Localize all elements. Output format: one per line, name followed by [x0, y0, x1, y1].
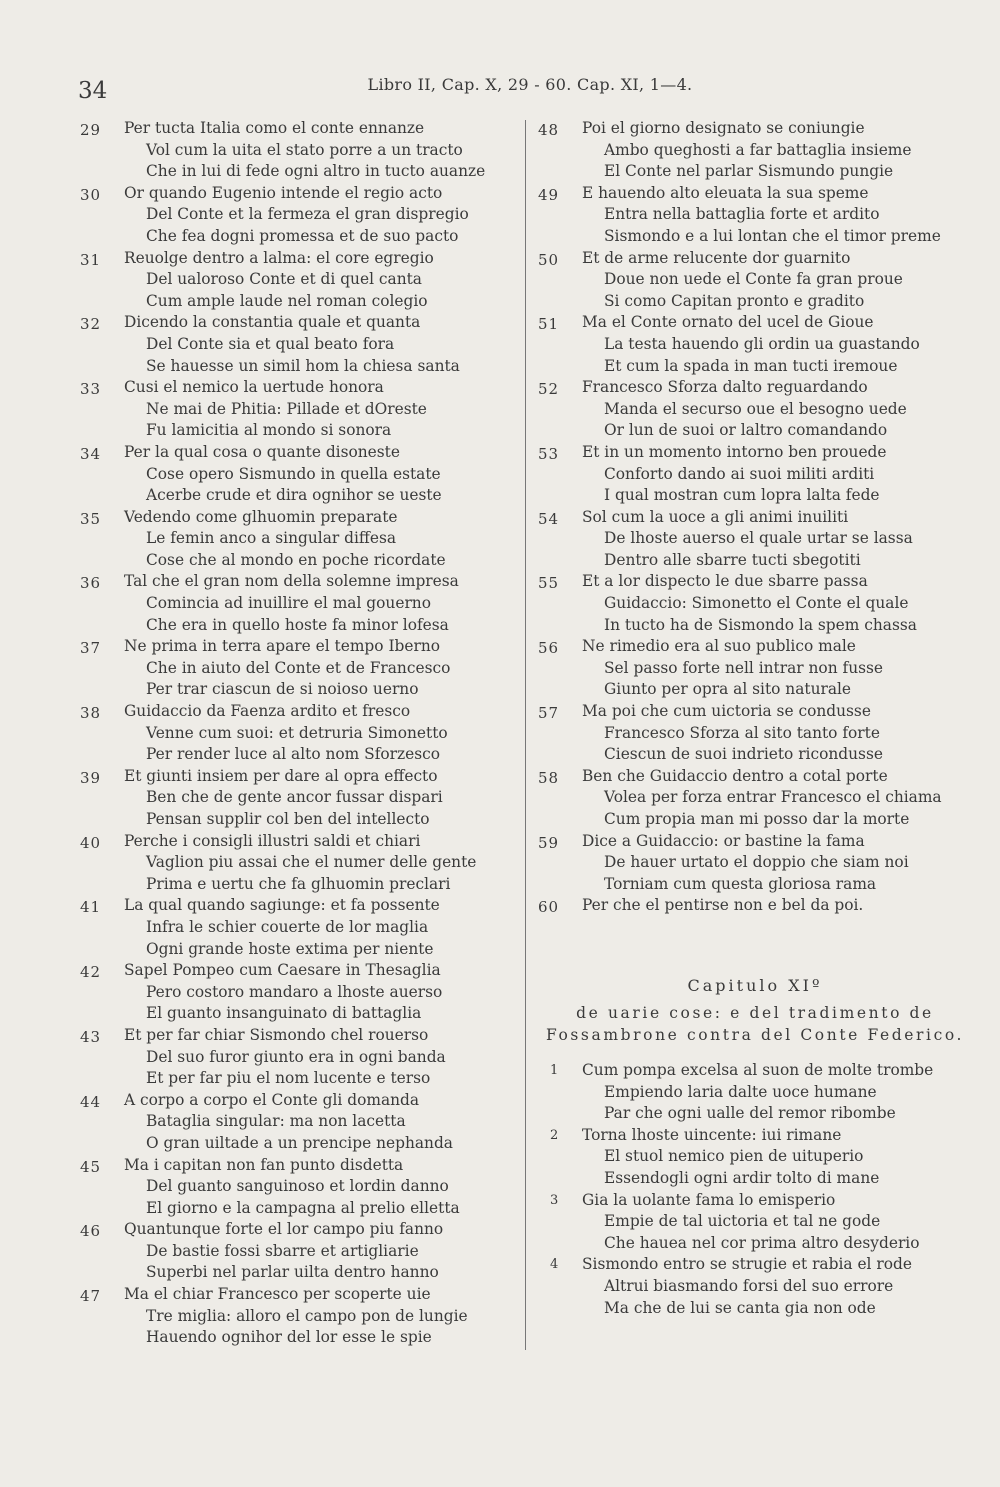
stanza-number: 1 — [550, 1062, 560, 1078]
verse-line: De bastie fossi sbarre et artigliarie — [146, 1241, 419, 1260]
verse-line: Che in aiuto del Conte et de Francesco — [146, 658, 451, 677]
stanza-number: 53 — [538, 444, 560, 463]
stanza-number: 3 — [550, 1192, 560, 1208]
stanza — [70, 183, 520, 248]
stanza — [530, 183, 980, 248]
stanza — [70, 1025, 520, 1090]
verse-line: Le femin anco a singular diffesa — [146, 529, 397, 548]
running-head: Libro II, Cap. X, 29 - 60. Cap. XI, 1—4. — [367, 75, 693, 94]
verse-line: Ma el Conte ornato del ucel de Gioue — [582, 313, 874, 332]
verse-line: Et de arme relucente dor guarnito — [582, 248, 851, 267]
verse-line: Empiendo laria dalte uoce humane — [604, 1082, 877, 1101]
verse-line: Pensan supplir col ben del intellecto — [146, 810, 430, 828]
stanza-number: 51 — [538, 315, 560, 334]
stanza — [530, 507, 980, 572]
verse-line: De lhoste auerso el quale urtar se lassa — [604, 529, 913, 548]
verse-line: Hauendo ognihor del lor esse le spie — [146, 1328, 432, 1347]
stanza-number: 32 — [80, 315, 102, 334]
stanza-number: 42 — [80, 963, 102, 982]
verse-line: Se hauesse un simil hom la chiesa santa — [146, 356, 460, 375]
verse-line: Tal che el gran nom della solemne impresa — [124, 572, 459, 591]
verse-line: Comincia ad inuillire el mal gouerno — [146, 594, 431, 613]
verse-line: Cum propia man mi posso dar la morte — [604, 810, 910, 828]
verse-line: Del Conte et la fermeza el gran dispregio — [146, 205, 469, 224]
verse-line: Ma che de lui se canta gia non ode — [604, 1298, 876, 1317]
stanza-number: 48 — [538, 121, 560, 139]
verse-line: Vaglion piu assai che el numer delle gente — [146, 853, 477, 872]
stanza-number: 58 — [538, 768, 560, 787]
verse-line: Or lun de suoi or laltro comandando — [604, 421, 888, 440]
verse-line: Sel passo forte nell intrar non fusse — [604, 658, 884, 677]
stanza-number: 33 — [80, 380, 102, 399]
right-stanzas — [530, 118, 980, 917]
verse-line: Par che ogni ualle del remor ribombe — [604, 1104, 896, 1123]
stanza — [70, 571, 520, 636]
verse-line: Sapel Pompeo cum Caesare in Thesaglia — [124, 961, 441, 980]
verse-line: A corpo a corpo el Conte gli domanda — [124, 1090, 420, 1109]
stanza-number: 29 — [80, 121, 102, 139]
stanza — [530, 1190, 980, 1255]
verse-line: I qual mostran cum lopra lalta fede — [604, 486, 880, 505]
stanza-number: 38 — [80, 704, 102, 723]
verse-line: Per che el pentirse non e bel da poi. — [582, 896, 864, 915]
stanza — [70, 831, 520, 896]
verse-line: Ciescun de suoi indrieto ricondusse — [604, 745, 883, 764]
verse-line: Ne rimedio era al suo publico male — [582, 637, 856, 656]
stanza-number: 2 — [550, 1127, 560, 1143]
verse-line: Et a lor dispecto le due sbarre passa — [582, 572, 868, 591]
verse-line: Del suo furor giunto era in ogni banda — [146, 1047, 446, 1066]
stanza — [70, 766, 520, 831]
verse-line: Gia la uolante fama lo emisperio — [582, 1190, 836, 1209]
verse-line: Et in un momento intorno ben prouede — [582, 442, 887, 461]
verse-line: Poi el giorno designato se coniungie — [582, 119, 865, 137]
verse-line: Del guanto sanguinoso et lordin danno — [146, 1177, 449, 1196]
verse-line: Dice a Guidaccio: or bastine la fama — [582, 831, 865, 850]
verse-line: La testa hauendo gli ordin ua guastando — [604, 334, 920, 353]
verse-line: Che hauea nel cor prima altro desyderio — [604, 1233, 920, 1252]
stanza — [530, 377, 980, 442]
stanza — [530, 118, 980, 183]
stanza-number: 34 — [80, 444, 102, 463]
verse-line: Francesco Sforza dalto reguardando — [582, 378, 868, 397]
verse-line: Vedendo come glhuomin preparate — [124, 507, 398, 526]
stanza-number: 52 — [538, 380, 560, 399]
stanza-number: 59 — [538, 833, 560, 852]
stanza-number: 37 — [80, 639, 102, 658]
verse-line: E hauendo alto eleuata la sua speme — [582, 183, 869, 202]
verse-line: De hauer urtato el doppio che siam noi — [604, 853, 909, 872]
stanza — [530, 636, 980, 701]
verse-line: Cum pompa excelsa al suon de molte trombe — [582, 1060, 934, 1079]
verse-line: Ambo queghosti a far battaglia insieme — [604, 140, 912, 159]
verse-line: Sismondo entro se strugie et rabia el rode — [582, 1255, 912, 1274]
verse-line: Cusi el nemico la uertude honora — [124, 378, 384, 397]
verse-line: Che era in quello hoste fa minor lofesa — [146, 615, 449, 634]
verse-line: Per la qual cosa o quante disoneste — [124, 442, 400, 461]
stanza — [70, 377, 520, 442]
stanza — [70, 248, 520, 313]
stanza-number: 44 — [80, 1092, 102, 1111]
verse-line: Essendogli ogni ardir tolto di mane — [604, 1168, 880, 1187]
stanza-number: 35 — [80, 509, 102, 528]
verse-line: Infra le schier couerte de lor maglia — [146, 917, 429, 936]
stanza-number: 43 — [80, 1027, 102, 1046]
verse-line: Et cum la spada in man tucti iremoue — [604, 356, 898, 375]
stanza — [70, 895, 520, 960]
verse-line: Entra nella battaglia forte et ardito — [604, 205, 880, 224]
stanza-number: 36 — [80, 574, 102, 593]
verse-line: El giorno e la campagna al prelio elletta — [146, 1198, 460, 1217]
verse-line: Torna lhoste uincente: iui rimane — [582, 1125, 842, 1144]
chapter-stanzas — [530, 1060, 980, 1319]
chapter-description — [530, 1002, 980, 1046]
stanza — [70, 960, 520, 1025]
verse-line: Guidaccio: Simonetto el Conte el quale — [604, 594, 909, 613]
verse-line: La qual quando sagiunge: et fa possente — [124, 896, 440, 915]
verse-line: Cose che al mondo en poche ricordate — [146, 550, 446, 569]
stanza — [530, 312, 980, 377]
verse-line: Altrui biasmando forsi del suo errore — [604, 1276, 894, 1295]
verse-line: Ne prima in terra apare el tempo Iberno — [124, 637, 441, 656]
left-column — [70, 118, 520, 1349]
verse-line: Ben che Guidaccio dentro a cotal porte — [582, 766, 888, 785]
verse-line: Che fea dogni promessa et de suo pacto — [146, 226, 459, 245]
verse-line: Or quando Eugenio intende el regio acto — [124, 183, 443, 202]
verse-line: Ben che de gente ancor fussar dispari — [146, 788, 443, 807]
verse-line: Quantunque forte el lor campo piu fanno — [124, 1220, 444, 1239]
verse-line: Conforto dando ai suoi militi arditi — [604, 464, 875, 483]
verse-line: Ma el chiar Francesco per scoperte uie — [124, 1285, 431, 1304]
stanza-number: 30 — [80, 185, 102, 204]
verse-line: Torniam cum questa gloriosa rama — [604, 874, 877, 893]
stanza — [530, 766, 980, 831]
verse-line: Giunto per opra al sito naturale — [604, 680, 852, 699]
verse-line: Ogni grande hoste extima per niente — [146, 939, 434, 958]
verse-line: Manda el securso oue el besogno uede — [604, 399, 907, 418]
verse-line: Ma i capitan non fan punto disdetta — [124, 1155, 404, 1174]
verse-line: Venne cum suoi: et detruria Simonetto — [146, 723, 448, 742]
stanza-number: 50 — [538, 250, 560, 269]
verse-line: Acerbe crude et dira ognihor se ueste — [146, 486, 442, 505]
verse-line: Ne mai de Phitia: Pillade et dOreste — [146, 399, 427, 418]
verse-line: Sol cum la uoce a gli animi inuiliti — [582, 507, 849, 526]
verse-line: Superbi nel parlar uilta dentro hanno — [146, 1263, 439, 1282]
stanza — [70, 118, 520, 183]
verse-line: Perche i consigli illustri saldi et chiari — [124, 831, 421, 850]
stanza-number: 46 — [80, 1222, 102, 1241]
stanza-number: 41 — [80, 898, 102, 917]
verse-line: Per tucta Italia como el conte ennanze — [124, 119, 425, 137]
stanza — [530, 701, 980, 766]
verse-line: Et giunti insiem per dare al opra effecto — [124, 766, 438, 785]
stanza — [530, 248, 980, 313]
verse-line: Empie de tal uictoria et tal ne gode — [604, 1212, 881, 1231]
verse-line: Prima e uertu che fa glhuomin preclari — [146, 874, 451, 893]
verse-line: Dentro alle sbarre tucti sbegotiti — [604, 550, 861, 569]
verse-line: Tre miglia: alloro el campo pon de lungie — [146, 1306, 468, 1325]
stanza — [70, 507, 520, 572]
stanza-number: 31 — [80, 250, 102, 269]
stanza — [530, 831, 980, 896]
verse-line: Bataglia singular: ma non lacetta — [146, 1112, 406, 1131]
stanza — [530, 895, 980, 917]
stanza — [530, 1060, 980, 1125]
stanza-number: 40 — [80, 833, 102, 852]
verse-line: Reuolge dentro a lalma: el core egregio — [124, 248, 434, 267]
verse-line: O gran uiltade a un prencipe nephanda — [146, 1133, 453, 1152]
stanza — [530, 1125, 980, 1190]
verse-line: Del ualoroso Conte et di quel canta — [146, 270, 422, 289]
verse-line: Et per far piu el nom lucente e terso — [146, 1069, 431, 1088]
verse-line: Francesco Sforza al sito tanto forte — [604, 723, 880, 742]
verse-line: Pero costoro mandaro a lhoste auerso — [146, 982, 443, 1001]
stanza — [530, 571, 980, 636]
verse-line: El Conte nel parlar Sismundo pungie — [604, 162, 894, 181]
stanza-number: 47 — [80, 1287, 102, 1306]
verse-line: Ma poi che cum uictoria se condusse — [582, 702, 871, 721]
stanza-number: 56 — [538, 639, 560, 658]
verse-line: Fu lamicitia al mondo si sonora — [146, 421, 392, 440]
stanza — [70, 636, 520, 701]
chapter-description-line: de uarie cose: e del tradimento de — [576, 1003, 934, 1022]
stanza — [70, 1284, 520, 1349]
chapter-description-line: Fossambrone contra del Conte Federico. — [545, 1025, 965, 1044]
verse-line: Sismondo e a lui lontan che el timor preme — [604, 226, 941, 245]
stanza — [70, 701, 520, 766]
chapter-title: Capitulo XIº — [687, 975, 823, 995]
stanza — [70, 312, 520, 377]
verse-line: Del Conte sia et qual beato fora — [146, 334, 395, 353]
stanza — [70, 442, 520, 507]
stanza-number: 57 — [538, 704, 560, 723]
page-number: 34 — [78, 78, 108, 104]
verse-line: Cum ample laude nel roman colegio — [146, 291, 428, 310]
verse-line: In tucto ha de Sismondo la spem chassa — [604, 615, 917, 634]
stanza-number: 55 — [538, 574, 560, 593]
column-divider — [525, 120, 526, 1350]
stanza-number: 4 — [550, 1257, 560, 1273]
stanza — [70, 1155, 520, 1220]
stanza-number: 45 — [80, 1157, 102, 1176]
verse-line: Si como Capitan pronto e gradito — [604, 291, 865, 310]
verse-line: Che in lui di fede ogni altro in tucto auanze — [146, 162, 486, 181]
right-column — [530, 118, 980, 1319]
verse-line: El stuol nemico pien de uituperio — [604, 1147, 864, 1166]
stanza — [70, 1219, 520, 1284]
stanza — [530, 1254, 980, 1319]
stanza-number: 54 — [538, 509, 560, 528]
verse-line: Vol cum la uita el stato porre a un tracto — [146, 140, 463, 159]
stanza-number: 49 — [538, 185, 560, 204]
verse-line: El guanto insanguinato di battaglia — [146, 1004, 422, 1023]
stanza — [70, 1090, 520, 1155]
verse-line: Volea per forza entrar Francesco el chiama — [604, 788, 942, 807]
verse-line: Per render luce al alto nom Sforzesco — [146, 745, 441, 764]
verse-line: Doue non uede el Conte fa gran proue — [604, 270, 903, 289]
stanza-number: 60 — [538, 898, 560, 917]
verse-line: Cose opero Sismundo in quella estate — [146, 464, 441, 483]
stanza-number: 39 — [80, 768, 102, 787]
verse-line: Per trar ciascun de si noioso uerno — [146, 680, 419, 699]
verse-line: Guidaccio da Faenza ardito et fresco — [124, 702, 411, 721]
stanza — [530, 442, 980, 507]
verse-line: Dicendo la constantia quale et quanta — [124, 313, 421, 332]
verse-line: Et per far chiar Sismondo chel rouerso — [124, 1025, 429, 1044]
